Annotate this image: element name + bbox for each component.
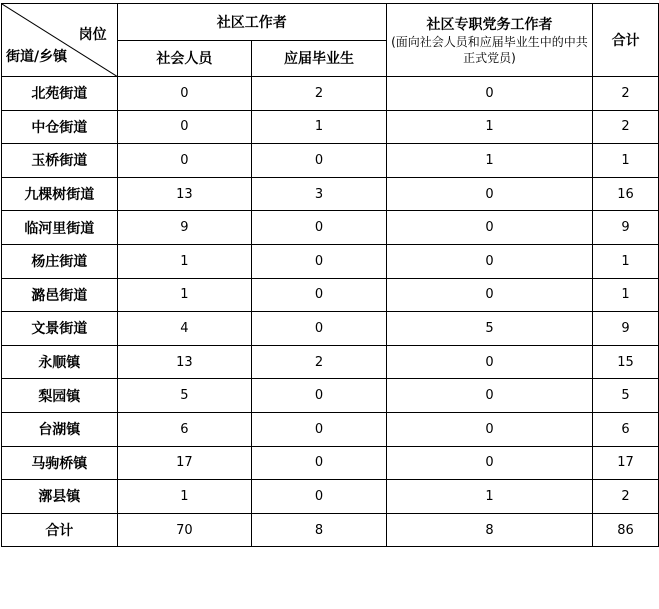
row-total-cell: 16 (593, 177, 659, 211)
row-social-cell: 13 (117, 177, 252, 211)
row-party-cell: 8 (386, 513, 592, 547)
row-name-cell: 永顺镇 (2, 345, 118, 379)
row-name-cell: 合计 (2, 513, 118, 547)
row-name-cell: 北苑街道 (2, 77, 118, 111)
row-party-cell: 0 (386, 211, 592, 245)
row-graduates-cell: 0 (252, 412, 387, 446)
table-row (2, 177, 659, 211)
positions-table (1, 3, 659, 547)
row-graduates-cell: 0 (252, 211, 387, 245)
row-graduates-cell: 0 (252, 312, 387, 346)
corner-label-street: 街道/乡镇 (6, 49, 68, 65)
row-party-cell: 0 (386, 244, 592, 278)
table-row (2, 144, 659, 178)
row-total-cell: 1 (593, 244, 659, 278)
row-total-cell: 1 (593, 278, 659, 312)
row-total-cell: 9 (593, 312, 659, 346)
table-row (2, 345, 659, 379)
table-row (2, 513, 659, 547)
row-social-cell: 6 (117, 412, 252, 446)
row-graduates-cell: 0 (252, 480, 387, 514)
table-row (2, 446, 659, 480)
table-row (2, 379, 659, 413)
row-graduates-cell: 0 (252, 379, 387, 413)
row-graduates-cell: 0 (252, 446, 387, 480)
table-body (2, 77, 659, 547)
row-total-cell: 2 (593, 110, 659, 144)
table-row (2, 110, 659, 144)
row-graduates-cell: 0 (252, 144, 387, 178)
corner-label-position: 岗位 (78, 27, 107, 43)
row-name-cell: 漷县镇 (2, 480, 118, 514)
row-party-cell: 0 (386, 412, 592, 446)
header-party-title: 社区专职党务工作者 (426, 17, 553, 33)
row-social-cell: 0 (117, 144, 252, 178)
header-social: 社会人员 (117, 40, 252, 77)
row-total-cell: 17 (593, 446, 659, 480)
row-total-cell: 5 (593, 379, 659, 413)
row-name-cell: 杨庄街道 (2, 244, 118, 278)
row-name-cell: 中仓街道 (2, 110, 118, 144)
row-total-cell: 2 (593, 480, 659, 514)
table-row (2, 412, 659, 446)
positions-table-wrapper (1, 3, 659, 547)
table-row (2, 278, 659, 312)
table-row (2, 480, 659, 514)
corner-header-cell (2, 4, 118, 77)
header-party-note: (面向社会人员和应届毕业生中的中共正式党员) (391, 35, 588, 65)
row-total-cell: 6 (593, 412, 659, 446)
row-social-cell: 9 (117, 211, 252, 245)
row-party-cell: 5 (386, 312, 592, 346)
row-party-cell: 0 (386, 345, 592, 379)
row-name-cell: 九棵树街道 (2, 177, 118, 211)
row-social-cell: 0 (117, 110, 252, 144)
table-row (2, 244, 659, 278)
row-social-cell: 17 (117, 446, 252, 480)
row-party-cell: 1 (386, 480, 592, 514)
header-total: 合计 (593, 4, 659, 77)
row-name-cell: 台湖镇 (2, 412, 118, 446)
row-graduates-cell: 3 (252, 177, 387, 211)
row-name-cell: 文景街道 (2, 312, 118, 346)
table-row (2, 312, 659, 346)
row-graduates-cell: 1 (252, 110, 387, 144)
row-graduates-cell: 2 (252, 345, 387, 379)
row-social-cell: 5 (117, 379, 252, 413)
table-row (2, 211, 659, 245)
row-party-cell: 0 (386, 379, 592, 413)
row-party-cell: 0 (386, 77, 592, 111)
row-social-cell: 0 (117, 77, 252, 111)
row-graduates-cell: 8 (252, 513, 387, 547)
row-graduates-cell: 0 (252, 244, 387, 278)
row-name-cell: 马驹桥镇 (2, 446, 118, 480)
row-party-cell: 1 (386, 110, 592, 144)
row-total-cell: 1 (593, 144, 659, 178)
header-community-workers: 社区工作者 (117, 4, 386, 41)
row-name-cell: 玉桥街道 (2, 144, 118, 178)
row-name-cell: 潞邑街道 (2, 278, 118, 312)
header-party-workers (386, 4, 592, 77)
row-party-cell: 0 (386, 446, 592, 480)
row-party-cell: 0 (386, 278, 592, 312)
row-total-cell: 15 (593, 345, 659, 379)
row-total-cell: 86 (593, 513, 659, 547)
row-social-cell: 13 (117, 345, 252, 379)
row-social-cell: 4 (117, 312, 252, 346)
row-graduates-cell: 2 (252, 77, 387, 111)
row-name-cell: 梨园镇 (2, 379, 118, 413)
row-social-cell: 1 (117, 480, 252, 514)
row-party-cell: 0 (386, 177, 592, 211)
table-row (2, 77, 659, 111)
row-party-cell: 1 (386, 144, 592, 178)
row-social-cell: 1 (117, 278, 252, 312)
row-graduates-cell: 0 (252, 278, 387, 312)
row-total-cell: 2 (593, 77, 659, 111)
row-total-cell: 9 (593, 211, 659, 245)
row-social-cell: 70 (117, 513, 252, 547)
row-social-cell: 1 (117, 244, 252, 278)
header-graduates: 应届毕业生 (252, 40, 387, 77)
row-name-cell: 临河里街道 (2, 211, 118, 245)
